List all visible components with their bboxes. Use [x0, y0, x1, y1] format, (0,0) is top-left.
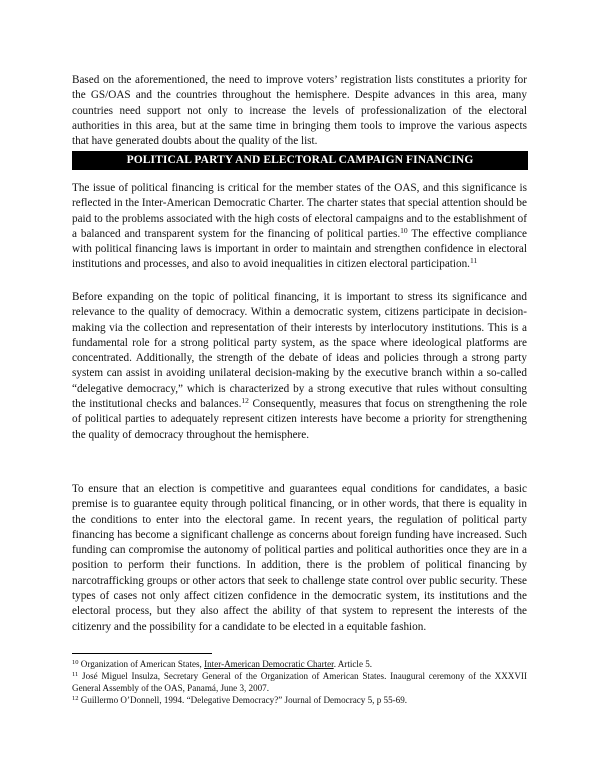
footnote-text: Organization of American States,: [78, 659, 205, 669]
footnote-divider: [72, 653, 212, 654]
paragraph-text: The effective compliance with political financing laws is important in order to maintain and strengthen confidence in electoral institutions and processes, and also to avoid inequalities in citizen electoral participation.: [72, 227, 527, 271]
paragraph-text: To ensure that an election is competitive and guarantees equal conditions for candidates, a basic premise is to guarantee equity through political financing, or in other words, that there is equality in the conditions to enter into the electoral game. In recent years, the regulation of political party financing has become a significant challenge as concerns about foreign funding have increased. Such funding can compromise the autonomy of political parties and political authorities once they are in a position to perform their functions. In addition, there is the problem of political financing by narcotrafficking groups or other actors that seek to challenge state control over public security. These types of cases not only affect citizen confidence in the democratic system, its institutions and the electoral process, but they also affect the ability of that system to represent the interests of the citizenry and the possibility for a candidate to be elected in a equitable fashion.: [72, 483, 527, 633]
section-heading-text: POLITICAL PARTY AND ELECTORAL CAMPAIGN FINANCING: [126, 154, 474, 166]
footnote-number: 12: [72, 695, 79, 703]
paragraph-equity-financing: [72, 482, 527, 635]
footnote-text: José Miguel Insulza, Secretary General of the Organization of American States. Inaugural ceremony of the XXXVII General Assembly of the OAS, Panamá, June 3, 2007.: [72, 671, 527, 693]
footnote-ref-10: 10: [400, 225, 408, 235]
footnote-title-underlined: Inter-American Democratic Charter: [204, 659, 334, 669]
paragraph-text: Based on the aforementioned, the need to improve voters’ registration lists constitutes a priority for the GS/OAS and the countries throughout the hemisphere. Despite advances in this area, many countries need support not only to increase the levels of professionalization of the electoral authorities in this area, but at the same time in bringing them tools to improve the various aspects that have generated doubts about the quality of the list.: [72, 74, 527, 148]
footnote-10: [72, 659, 527, 670]
section-heading: [72, 151, 528, 170]
footnote-ref-11: 11: [469, 256, 478, 266]
footnote-12: [72, 695, 527, 706]
footnote-number: 11: [72, 671, 79, 679]
paragraph-text: Consequently, measures that focus on strengthening the role of political parties to adequately represent citizen interests have become a priority for strengthening the quality of democracy throughout the hemisphere.: [72, 398, 527, 441]
paragraph-quality-of-democracy: [72, 290, 527, 443]
paragraph-voter-registration: [72, 73, 527, 149]
paragraph-text: The issue of political financing is critical for the member states of the OAS, and this significance is reflected in the Inter-American Democratic Charter. The charter states that special attention should be paid to the problems associated with the high costs of electoral campaigns and to the establishment of a balanced and transparent system for the financing of political parties.: [72, 182, 527, 240]
footnote-text: Guillermo O’Donnell, 1994. “Delegative Democracy?” Journal of Democracy 5, p 55-69.: [78, 695, 408, 706]
footnote-number: 10: [72, 659, 79, 666]
footnote-11: [72, 671, 527, 694]
footnote-text: . Article 5.: [333, 659, 373, 669]
paragraph-text: Before expanding on the topic of political financing, it is important to stress its significance and relevance to the quality of democracy. Within a democratic system, citizens participate in decision-making via the collection and representation of their interests by interlocutory institutions. This is a fundamental role for a strong political party system, as the space where ideological platforms are concentrated. Additionally, the strength of the debate of ideas and policies through a strong party system can assist in avoiding unilateral decision-making by the executive branch within a so-called “delegative democracy,” which is characterized by a strong executive that rules without consulting the institutional checks and balances.: [72, 291, 527, 411]
footnote-ref-12: 12: [241, 396, 249, 406]
paragraph-political-financing: [72, 181, 527, 273]
footnotes: [72, 659, 527, 708]
